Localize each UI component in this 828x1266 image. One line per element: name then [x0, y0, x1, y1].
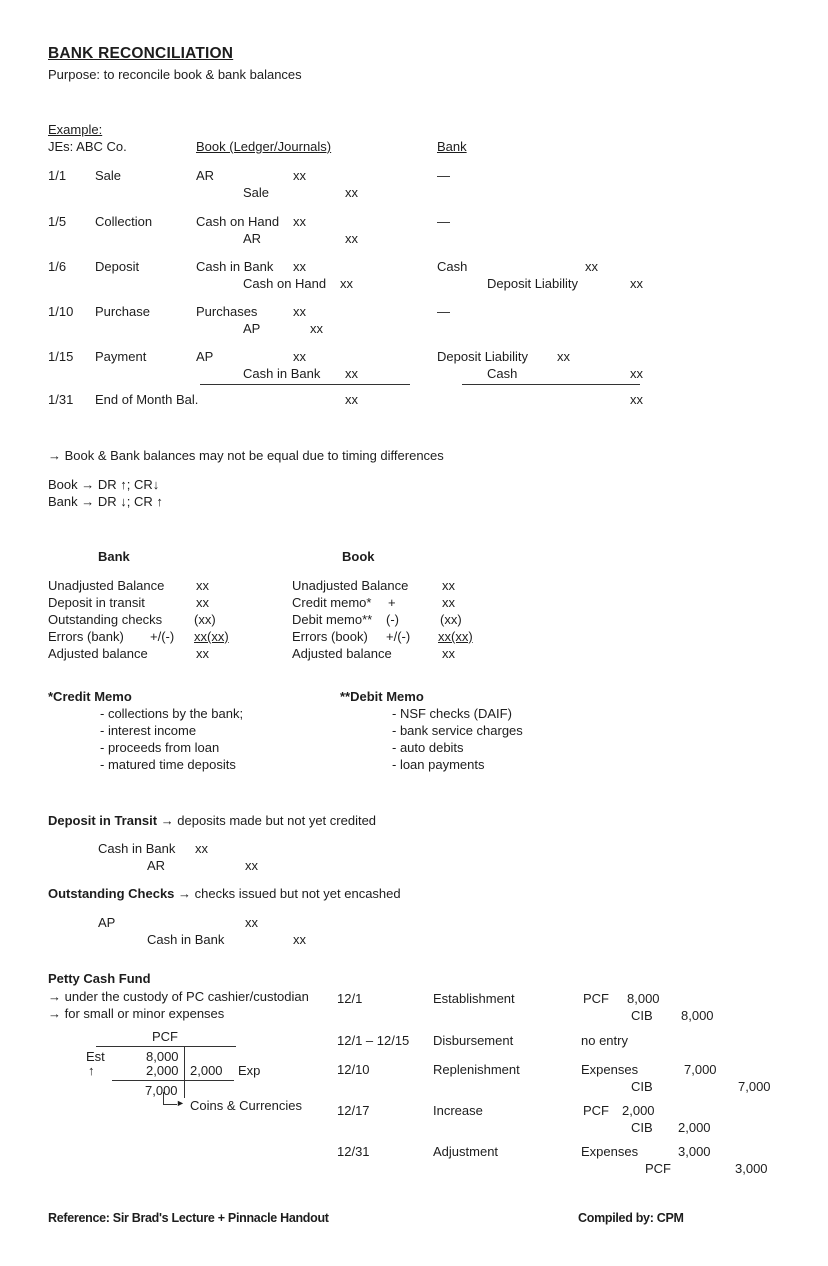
recon-bank-amount: xx(xx)	[194, 629, 229, 644]
taccount-top-rule	[96, 1046, 236, 1047]
je-book-credit-account: Sale	[243, 185, 270, 200]
pcf-entry-desc: Increase	[433, 1103, 483, 1118]
je-bank-credit-account: Cash	[487, 366, 518, 381]
credit-memo-item: - proceeds from loan	[100, 740, 220, 755]
petty-cash-note: → under the custody of PC cashier/custodian	[48, 989, 309, 1004]
debit-memo-item: - bank service charges	[392, 723, 523, 738]
taccount-increase-arrow: ↑	[88, 1063, 95, 1078]
deposit-in-transit-heading	[48, 813, 376, 829]
petty-cash-header: Petty Cash Fund	[48, 971, 151, 986]
je-book-credit-amount: xx	[310, 321, 323, 336]
recon-bank-amount: xx	[196, 578, 209, 593]
je-bank-debit-amount: xx	[585, 259, 598, 274]
recon-book-sign: (-)	[386, 612, 399, 627]
je-bank-credit-amount: xx	[630, 276, 643, 291]
arrow-right-icon: ►	[176, 1098, 185, 1108]
pcf-entry-credit-account: CIB	[631, 1079, 653, 1094]
reference-note: Reference: Sir Brad's Lecture + Pinnacle Handout	[48, 1211, 329, 1225]
je-book-debit-amount: xx	[293, 259, 306, 274]
je-date: 1/10	[48, 304, 74, 319]
taccount-title: PCF	[152, 1029, 178, 1044]
recon-book-amount: (xx)	[440, 612, 462, 627]
elbow-connector-line	[163, 1092, 177, 1105]
pcf-entry-debit-account: Expenses	[581, 1144, 639, 1159]
example-label: Example:	[48, 122, 103, 137]
pcf-entry-debit-account: PCF	[583, 1103, 609, 1118]
oc-credit-account: Cash in Bank	[147, 932, 225, 947]
timing-note: → Book & Bank balances may not be equal due to timing differences	[48, 448, 444, 463]
pcf-entry-debit-amount: 7,000	[684, 1062, 717, 1077]
credit-memo-item: - collections by the bank;	[100, 706, 244, 721]
pcf-entry-credit-amount: 3,000	[735, 1161, 768, 1176]
je-bank-no-entry: —	[437, 214, 450, 229]
dit-credit-account: AR	[147, 858, 166, 873]
outstanding-checks-heading	[48, 886, 401, 902]
deposit-in-transit-definition: → deposits made but not yet credited	[157, 813, 377, 828]
recon-bank-sign: +/(-)	[150, 629, 175, 644]
pcf-entry-date: 12/31	[337, 1144, 370, 1159]
pcf-entry-credit-amount: 2,000	[678, 1120, 711, 1135]
je-date: 1/6	[48, 259, 67, 274]
je-desc: Deposit	[95, 259, 140, 274]
pcf-entry-date: 12/1	[337, 991, 363, 1006]
pcf-entry-desc: Establishment	[433, 991, 515, 1006]
je-desc: Sale	[95, 168, 122, 183]
recon-book-label: Errors (book)	[292, 629, 368, 644]
pcf-entry-desc: Disbursement	[433, 1033, 514, 1048]
pcf-entry-debit-amount: 8,000	[627, 991, 660, 1006]
recon-bank-amount: (xx)	[194, 612, 216, 627]
recon-book-amount: xx	[442, 646, 455, 661]
pcf-entry-date: 12/10	[337, 1062, 370, 1077]
je-date: 1/31	[48, 392, 74, 407]
coins-currencies-label: Coins & Currencies	[190, 1098, 302, 1113]
recon-bank-label: Unadjusted Balance	[48, 578, 165, 593]
recon-book-label: Unadjusted Balance	[292, 578, 409, 593]
outstanding-checks-term: Outstanding Checks	[48, 886, 175, 901]
je-bank-credit-account: Deposit Liability	[487, 276, 579, 291]
pcf-entry-desc: Replenishment	[433, 1062, 520, 1077]
je-bank-balance: xx	[630, 392, 643, 407]
taccount-balance-rule	[112, 1080, 234, 1081]
je-book-credit-account: AP	[243, 321, 261, 336]
je-book-credit-account: Cash in Bank	[243, 366, 321, 381]
recon-book-amount: xx	[442, 595, 455, 610]
oc-debit-amount: xx	[245, 915, 258, 930]
taccount-increase-amount: 2,000	[146, 1063, 179, 1078]
debit-memo-item: - loan payments	[392, 757, 485, 772]
recon-book-amount: xx(xx)	[438, 629, 473, 644]
recon-bank-amount: xx	[196, 646, 209, 661]
oc-credit-amount: xx	[293, 932, 306, 947]
taccount-balance: 7,000	[145, 1083, 178, 1098]
je-desc: Collection	[95, 214, 153, 229]
recon-book-label: Adjusted balance	[292, 646, 392, 661]
taccount-expense-label: Exp	[238, 1063, 261, 1078]
je-book-balance: xx	[345, 392, 358, 407]
recon-bank-label: Outstanding checks	[48, 612, 163, 627]
recon-bank-amount: xx	[196, 595, 209, 610]
pcf-entry-debit-amount: 2,000	[622, 1103, 655, 1118]
oc-debit-account: AP	[98, 915, 116, 930]
book-total-rule	[200, 384, 410, 385]
credit-memo-header: *Credit Memo	[48, 689, 132, 704]
je-bank-no-entry: —	[437, 304, 450, 319]
je-bank-credit-amount: xx	[630, 366, 643, 381]
je-bank-no-entry: —	[437, 168, 450, 183]
credit-memo-item: - interest income	[100, 723, 197, 738]
recon-book-amount: xx	[442, 578, 455, 593]
je-date: 1/5	[48, 214, 67, 229]
je-book-credit-account: AR	[243, 231, 262, 246]
compiled-by-note: Compiled by: CPM	[578, 1211, 684, 1225]
je-bank-debit-amount: xx	[557, 349, 570, 364]
pcf-entry-note: no entry	[581, 1033, 628, 1048]
je-book-debit-account: Purchases	[196, 304, 258, 319]
je-book-debit-account: Cash on Hand	[196, 214, 280, 229]
je-date: 1/15	[48, 349, 74, 364]
je-book-credit-amount: xx	[345, 185, 358, 200]
page-title: BANK RECONCILIATION	[48, 45, 234, 62]
taccount-divider	[184, 1046, 185, 1098]
pcf-entry-debit-amount: 3,000	[678, 1144, 711, 1159]
debit-memo-header: **Debit Memo	[340, 689, 424, 704]
je-desc: Purchase	[95, 304, 150, 319]
dit-debit-account: Cash in Bank	[98, 841, 176, 856]
bank-total-rule	[462, 384, 640, 385]
je-book-debit-amount: xx	[293, 304, 306, 319]
bank-column-header: Bank	[437, 139, 467, 154]
pcf-entry-credit-account: PCF	[645, 1161, 671, 1176]
debit-memo-item: - auto debits	[392, 740, 464, 755]
dit-credit-amount: xx	[245, 858, 258, 873]
pcf-entry-date: 12/1 – 12/15	[337, 1033, 410, 1048]
je-book-credit-amount: xx	[340, 276, 353, 291]
je-bank-debit-account: Cash	[437, 259, 468, 274]
je-date: 1/1	[48, 168, 67, 183]
pcf-entry-debit-account: Expenses	[581, 1062, 639, 1077]
recon-bank-header: Bank	[98, 549, 130, 564]
recon-bank-label: Errors (bank)	[48, 629, 124, 644]
recon-bank-label: Deposit in transit	[48, 595, 145, 610]
je-book-debit-account: AR	[196, 168, 215, 183]
bank-dr-cr-note: Bank → DR ↓; CR ↑	[48, 494, 163, 509]
jes-company: JEs: ABC Co.	[48, 139, 127, 154]
deposit-in-transit-term: Deposit in Transit	[48, 813, 158, 828]
book-column-header: Book (Ledger/Journals)	[196, 139, 332, 154]
recon-book-label: Credit memo*	[292, 595, 372, 610]
recon-bank-label: Adjusted balance	[48, 646, 148, 661]
debit-memo-item: - NSF checks (DAIF)	[392, 706, 512, 721]
je-book-credit-account: Cash on Hand	[243, 276, 327, 291]
pcf-entry-credit-amount: 8,000	[681, 1008, 714, 1023]
credit-memo-item: - matured time deposits	[100, 757, 236, 772]
recon-book-sign: +/(-)	[386, 629, 411, 644]
je-desc: End of Month Bal.	[95, 392, 199, 407]
pcf-entry-desc: Adjustment	[433, 1144, 499, 1159]
recon-book-sign: +	[388, 595, 396, 610]
recon-book-label: Debit memo**	[292, 612, 373, 627]
taccount-est-amount: 8,000	[146, 1049, 179, 1064]
taccount-est-label: Est	[86, 1049, 105, 1064]
je-bank-debit-account: Deposit Liability	[437, 349, 529, 364]
pcf-entry-debit-account: PCF	[583, 991, 609, 1006]
recon-book-header: Book	[342, 549, 375, 564]
je-book-debit-amount: xx	[293, 168, 306, 183]
je-book-credit-amount: xx	[345, 231, 358, 246]
je-book-debit-amount: xx	[293, 349, 306, 364]
pcf-entry-credit-account: CIB	[631, 1008, 653, 1023]
petty-cash-note: → for small or minor expenses	[48, 1006, 225, 1021]
pcf-entry-date: 12/17	[337, 1103, 370, 1118]
je-book-debit-account: Cash in Bank	[196, 259, 274, 274]
taccount-expense-amount: 2,000	[190, 1063, 223, 1078]
je-book-credit-amount: xx	[345, 366, 358, 381]
je-book-debit-account: AP	[196, 349, 214, 364]
je-book-debit-amount: xx	[293, 214, 306, 229]
pcf-entry-credit-account: CIB	[631, 1120, 653, 1135]
purpose-line: Purpose: to reconcile book & bank balances	[48, 67, 302, 82]
pcf-entry-credit-amount: 7,000	[738, 1079, 771, 1094]
dit-debit-amount: xx	[195, 841, 208, 856]
book-dr-cr-note: Book → DR ↑; CR↓	[48, 477, 160, 492]
je-desc: Payment	[95, 349, 147, 364]
outstanding-checks-definition: → checks issued but not yet encashed	[174, 886, 401, 901]
